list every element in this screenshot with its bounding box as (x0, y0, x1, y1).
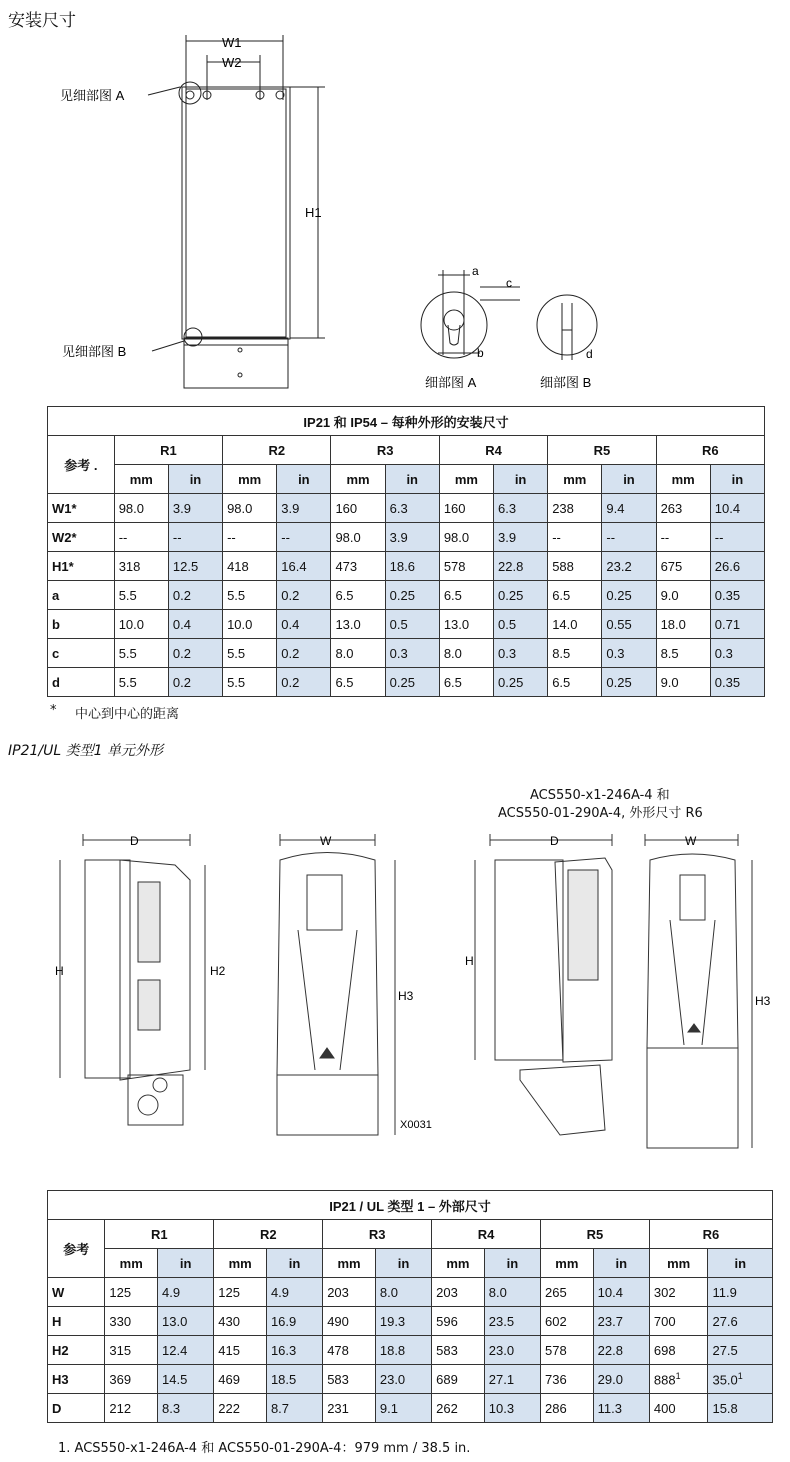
outline-drawings (0, 820, 790, 1170)
table-cell: 98.0 (114, 494, 168, 523)
table-cell: 98.0 (223, 494, 277, 523)
table-cell: 330 (105, 1307, 158, 1336)
table-cell: -- (656, 523, 710, 552)
unit-header: in (708, 1249, 773, 1278)
table-cell: 400 (649, 1394, 708, 1423)
table-cell: 698 (649, 1336, 708, 1365)
table-cell: 13.0 (439, 610, 493, 639)
table-row (48, 552, 765, 581)
ref-header: 参考 (48, 1220, 105, 1278)
table-cell: 12.4 (158, 1336, 214, 1365)
table-cell: 736 (541, 1365, 594, 1394)
table-cell: 588 (548, 552, 602, 581)
d-label-r6: D (550, 834, 559, 848)
table-cell: 238 (548, 494, 602, 523)
table-cell: 5.5 (114, 581, 168, 610)
table-cell: 0.35 (710, 581, 764, 610)
table-cell: 0.25 (385, 581, 439, 610)
unit-header: mm (214, 1249, 267, 1278)
unit-header: mm (223, 465, 277, 494)
footnote-mark: * (50, 703, 57, 718)
w1-label: W1 (222, 35, 242, 50)
c-label: c (506, 276, 512, 290)
unit-header: mm (331, 465, 385, 494)
table-cell: 14.5 (158, 1365, 214, 1394)
table-cell: 700 (649, 1307, 708, 1336)
row-label: d (48, 668, 115, 697)
unit-header: in (277, 465, 331, 494)
table-row (48, 1278, 773, 1307)
table-cell: 14.0 (548, 610, 602, 639)
table-cell: 9.1 (375, 1394, 431, 1423)
table-cell: 23.2 (602, 552, 656, 581)
mounting-table (47, 406, 765, 697)
table-cell: 35.0$^1$ (708, 1365, 773, 1394)
unit-header: in (168, 465, 222, 494)
table-cell: 0.3 (385, 639, 439, 668)
table-cell: 8.5 (548, 639, 602, 668)
outline-footnote: 1. ACS550-x1-246A-4 和 ACS550-01-290A-4：979 mm / 38.5 in. (58, 1441, 471, 1456)
table-cell: 5.5 (114, 639, 168, 668)
row-label: H (48, 1307, 105, 1336)
unit-header: mm (432, 1249, 485, 1278)
table-cell: 26.6 (710, 552, 764, 581)
h-label: H (55, 964, 64, 978)
table-cell: 9.0 (656, 668, 710, 697)
table-cell: 0.3 (494, 639, 548, 668)
unit-header: in (266, 1249, 322, 1278)
unit-header: in (484, 1249, 540, 1278)
frame-header: R3 (331, 436, 439, 465)
row-label: H1* (48, 552, 115, 581)
table-cell: 0.2 (277, 581, 331, 610)
table-cell: 263 (656, 494, 710, 523)
table-cell: 302 (649, 1278, 708, 1307)
d-label: d (586, 347, 593, 361)
table-row (48, 639, 765, 668)
section-heading-install: 安装尺寸 (8, 11, 76, 31)
table-cell: 578 (439, 552, 493, 581)
unit-header: mm (541, 1249, 594, 1278)
table-cell: 9.4 (602, 494, 656, 523)
table-cell: 203 (432, 1278, 485, 1307)
table-cell: 0.25 (494, 668, 548, 697)
frame-header: R2 (223, 436, 331, 465)
a-label: a (472, 264, 479, 278)
detail-a-caption: 细部图 A (425, 375, 477, 390)
table-cell: 10.4 (710, 494, 764, 523)
table-cell: 315 (105, 1336, 158, 1365)
table-cell: 0.5 (494, 610, 548, 639)
r6-caption-line2: ACS550-01-290A-4, 外形尺寸 R6 (498, 806, 703, 821)
table-cell: 10.0 (223, 610, 277, 639)
r6-caption-line1: ACS550-x1-246A-4 和 (530, 788, 670, 803)
table-row (48, 581, 765, 610)
table-cell: 0.55 (602, 610, 656, 639)
table-cell: 160 (439, 494, 493, 523)
table-cell: 0.25 (385, 668, 439, 697)
frame-header: R4 (439, 436, 547, 465)
h3-label: H3 (398, 989, 414, 1003)
frame-header: R4 (432, 1220, 541, 1249)
row-label: a (48, 581, 115, 610)
row-label: D (48, 1394, 105, 1423)
table-cell: -- (168, 523, 222, 552)
table-cell: 5.5 (223, 639, 277, 668)
w-label-r6: W (685, 834, 697, 848)
b-label: b (477, 346, 484, 360)
table-cell: 8.0 (375, 1278, 431, 1307)
outline-table (47, 1190, 773, 1423)
table-cell: 0.25 (602, 581, 656, 610)
table-cell: 16.3 (266, 1336, 322, 1365)
row-label: H2 (48, 1336, 105, 1365)
table-cell: 0.35 (710, 668, 764, 697)
table-cell: 4.9 (158, 1278, 214, 1307)
table-row (48, 494, 765, 523)
table-cell: 583 (432, 1336, 485, 1365)
table-cell: 0.2 (277, 639, 331, 668)
table-row (48, 1307, 773, 1336)
table-cell: 23.0 (375, 1365, 431, 1394)
table-cell: -- (277, 523, 331, 552)
table-cell: 0.3 (602, 639, 656, 668)
frame-header: R1 (114, 436, 222, 465)
table-cell: 689 (432, 1365, 485, 1394)
table-cell: 8.0 (331, 639, 385, 668)
table-cell: 212 (105, 1394, 158, 1423)
h3-label-r6: H3 (755, 994, 771, 1008)
table-cell: 13.0 (331, 610, 385, 639)
table-cell: 10.3 (484, 1394, 540, 1423)
table-cell: 4.9 (266, 1278, 322, 1307)
table-cell: 262 (432, 1394, 485, 1423)
row-label: W2* (48, 523, 115, 552)
row-label: b (48, 610, 115, 639)
table-cell: 8.0 (484, 1278, 540, 1307)
table-cell: 6.5 (439, 668, 493, 697)
frame-header: R5 (548, 436, 656, 465)
table-cell: 98.0 (331, 523, 385, 552)
table-cell: 490 (323, 1307, 376, 1336)
w-label: W (320, 834, 332, 848)
unit-header: mm (105, 1249, 158, 1278)
table-cell: 19.3 (375, 1307, 431, 1336)
table-cell: 675 (656, 552, 710, 581)
table-cell: 596 (432, 1307, 485, 1336)
frame-header: R5 (541, 1220, 650, 1249)
drawing-code: X0031 (400, 1119, 432, 1131)
table-cell: 5.5 (223, 581, 277, 610)
table-cell: 22.8 (494, 552, 548, 581)
table-cell: 16.4 (277, 552, 331, 581)
table-cell: -- (602, 523, 656, 552)
frame-header: R1 (105, 1220, 214, 1249)
table-cell: 415 (214, 1336, 267, 1365)
table-cell: 6.5 (548, 668, 602, 697)
table-cell: 418 (223, 552, 277, 581)
table-cell: 29.0 (593, 1365, 649, 1394)
table-cell: 318 (114, 552, 168, 581)
table-cell: 6.3 (385, 494, 439, 523)
table-row (48, 1365, 773, 1394)
table-cell: 222 (214, 1394, 267, 1423)
table-cell: 125 (214, 1278, 267, 1307)
table-cell: 13.0 (158, 1307, 214, 1336)
table-cell: 469 (214, 1365, 267, 1394)
frame-header: R6 (649, 1220, 772, 1249)
table-cell: 0.2 (168, 668, 222, 697)
table-cell: 8.3 (158, 1394, 214, 1423)
table-cell: 5.5 (223, 668, 277, 697)
table-row (48, 1336, 773, 1365)
table-cell: 23.0 (484, 1336, 540, 1365)
row-label: W (48, 1278, 105, 1307)
table-cell: 125 (105, 1278, 158, 1307)
table-cell: 286 (541, 1394, 594, 1423)
row-label: c (48, 639, 115, 668)
table-row (48, 1394, 773, 1423)
table-cell: 11.3 (593, 1394, 649, 1423)
detail-b-ref-label: 见细部图 B (62, 344, 127, 359)
unit-header: in (375, 1249, 431, 1278)
table-cell: 473 (331, 552, 385, 581)
table-cell: 18.6 (385, 552, 439, 581)
h-label-r6: H (465, 954, 474, 968)
table-row (48, 668, 765, 697)
table-cell: 18.0 (656, 610, 710, 639)
table-cell: 18.5 (266, 1365, 322, 1394)
d-label: D (130, 834, 139, 848)
table-cell: 0.2 (168, 581, 222, 610)
detail-a-ref-label: 见细部图 A (60, 88, 125, 103)
table-cell: 15.8 (708, 1394, 773, 1423)
table-cell: 430 (214, 1307, 267, 1336)
table-cell: -- (548, 523, 602, 552)
unit-header: in (602, 465, 656, 494)
table-cell: 6.5 (331, 668, 385, 697)
table-cell: 16.9 (266, 1307, 322, 1336)
table-cell: 11.9 (708, 1278, 773, 1307)
table-cell: 265 (541, 1278, 594, 1307)
table-cell: 12.5 (168, 552, 222, 581)
table-cell: 3.9 (385, 523, 439, 552)
table-cell: 27.5 (708, 1336, 773, 1365)
table-cell: 10.4 (593, 1278, 649, 1307)
table-cell: -- (223, 523, 277, 552)
table-cell: 3.9 (168, 494, 222, 523)
mounting-table-title: IP21 和 IP54 – 每种外形的安装尺寸 (48, 407, 765, 436)
table-cell: 27.1 (484, 1365, 540, 1394)
table-cell: 478 (323, 1336, 376, 1365)
table-cell: 8.0 (439, 639, 493, 668)
table-cell: 98.0 (439, 523, 493, 552)
table-cell: 0.25 (602, 668, 656, 697)
table-cell: 0.4 (277, 610, 331, 639)
table-cell: 578 (541, 1336, 594, 1365)
table-cell: 22.8 (593, 1336, 649, 1365)
table-cell: 8.7 (266, 1394, 322, 1423)
table-cell: 6.5 (548, 581, 602, 610)
table-cell: 0.2 (168, 639, 222, 668)
table-cell: 27.6 (708, 1307, 773, 1336)
table-row (48, 523, 765, 552)
row-label: W1* (48, 494, 115, 523)
table-cell: 5.5 (114, 668, 168, 697)
w2-label: W2 (222, 55, 242, 70)
table-cell: $888^1$ (649, 1365, 708, 1394)
table-cell: -- (710, 523, 764, 552)
table-row (48, 610, 765, 639)
mounting-drawing (0, 25, 790, 395)
table-cell: 602 (541, 1307, 594, 1336)
table-cell: 0.25 (494, 581, 548, 610)
unit-header: in (710, 465, 764, 494)
table-cell: 6.5 (331, 581, 385, 610)
table-cell: 231 (323, 1394, 376, 1423)
table-cell: 0.4 (168, 610, 222, 639)
outline-table-title: IP21 / UL 类型 1 – 外部尺寸 (48, 1191, 773, 1220)
table-cell: 18.8 (375, 1336, 431, 1365)
unit-header: mm (323, 1249, 376, 1278)
table-cell: -- (114, 523, 168, 552)
unit-header: in (158, 1249, 214, 1278)
mounting-footnote: 中心到中心的距离 (75, 707, 180, 722)
h1-label: H1 (305, 205, 322, 220)
table-cell: 0.71 (710, 610, 764, 639)
unit-header: mm (114, 465, 168, 494)
table-cell: 3.9 (277, 494, 331, 523)
table-cell: 8.5 (656, 639, 710, 668)
table-cell: 23.5 (484, 1307, 540, 1336)
table-cell: 160 (331, 494, 385, 523)
table-cell: 0.3 (710, 639, 764, 668)
table-cell: 583 (323, 1365, 376, 1394)
detail-b-caption: 细部图 B (540, 375, 592, 390)
unit-header: mm (649, 1249, 708, 1278)
unit-header: in (593, 1249, 649, 1278)
table-cell: 0.5 (385, 610, 439, 639)
ref-header: 参考 . (48, 436, 115, 494)
unit-header: mm (548, 465, 602, 494)
h2-label: H2 (210, 964, 226, 978)
frame-header: R3 (323, 1220, 432, 1249)
table-cell: 9.0 (656, 581, 710, 610)
table-cell: 6.5 (439, 581, 493, 610)
table-cell: 0.2 (277, 668, 331, 697)
table-cell: 3.9 (494, 523, 548, 552)
unit-header: mm (439, 465, 493, 494)
table-cell: 23.7 (593, 1307, 649, 1336)
row-label: H3 (48, 1365, 105, 1394)
frame-header: R6 (656, 436, 764, 465)
frame-header: R2 (214, 1220, 323, 1249)
table-cell: 203 (323, 1278, 376, 1307)
table-cell: 10.0 (114, 610, 168, 639)
unit-header: in (385, 465, 439, 494)
table-cell: 369 (105, 1365, 158, 1394)
table-cell: 6.3 (494, 494, 548, 523)
section-heading-outline: IP21/UL 类型1 单元外形 (8, 743, 163, 759)
unit-header: in (494, 465, 548, 494)
unit-header: mm (656, 465, 710, 494)
